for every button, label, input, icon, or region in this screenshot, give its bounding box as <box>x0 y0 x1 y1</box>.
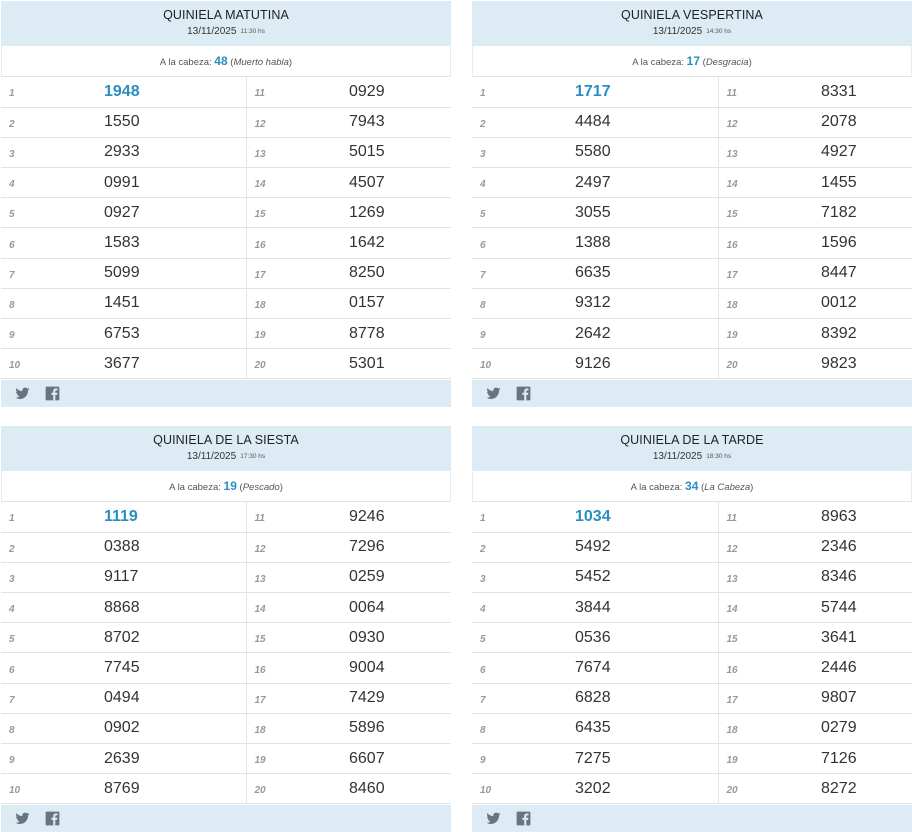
headline-label: A la cabeza: <box>632 57 684 68</box>
drawn-number: 0536 <box>496 623 718 653</box>
panel-footer <box>1 805 451 832</box>
position-label: 2 <box>472 532 496 562</box>
twitter-icon[interactable] <box>486 386 501 401</box>
position-label: 20 <box>246 774 270 804</box>
drawn-number: 7674 <box>496 653 718 683</box>
position-label: 19 <box>718 319 742 349</box>
drawn-number: 5744 <box>742 593 912 623</box>
drawn-number: 0157 <box>270 288 451 318</box>
drawn-number: 8702 <box>25 623 246 653</box>
headline-label: A la cabeza: <box>630 482 683 493</box>
panel-title: QUINIELA DE LA SIESTA <box>153 433 299 447</box>
drawn-number: 0012 <box>742 288 912 318</box>
drawn-number: 6635 <box>496 258 718 288</box>
panel-date <box>472 451 912 463</box>
headline-number: 48 <box>214 54 228 68</box>
drawn-number: 9807 <box>742 683 912 713</box>
drawn-number: 8250 <box>270 258 451 288</box>
position-label: 17 <box>246 258 270 288</box>
panel-title: QUINIELA DE LA TARDE <box>620 433 764 447</box>
drawn-number: 0494 <box>25 683 246 713</box>
drawn-number: 1596 <box>742 228 912 258</box>
drawn-number: 5099 <box>25 258 246 288</box>
position-label: 5 <box>1 198 25 228</box>
position-label: 8 <box>472 713 496 743</box>
position-label: 11 <box>718 77 742 107</box>
position-label: 6 <box>1 653 25 683</box>
table-row <box>472 137 912 167</box>
drawn-number: 3677 <box>25 349 246 379</box>
position-label: 16 <box>718 228 742 258</box>
position-label: 11 <box>246 77 270 107</box>
position-label: 19 <box>246 744 270 774</box>
position-label: 11 <box>718 502 742 532</box>
position-label: 10 <box>472 774 496 804</box>
position-label: 11 <box>246 502 270 532</box>
drawn-number: 0259 <box>270 562 451 592</box>
position-label: 7 <box>1 683 25 713</box>
drawn-number: 7429 <box>270 683 451 713</box>
drawn-number: 2933 <box>25 137 246 167</box>
facebook-icon[interactable] <box>45 811 60 826</box>
drawn-number: 2078 <box>742 107 912 137</box>
drawn-number: 1550 <box>25 107 246 137</box>
position-label: 14 <box>246 593 270 623</box>
headline-number: 19 <box>223 479 237 493</box>
draw-date: 13/11/2025 <box>652 26 703 37</box>
position-label: 15 <box>718 198 742 228</box>
drawn-number: 8778 <box>270 319 451 349</box>
drawn-number: 8346 <box>742 562 912 592</box>
table-row <box>472 349 912 379</box>
position-label: 15 <box>718 623 742 653</box>
headline-meaning: La Cabeza <box>704 482 751 493</box>
position-label: 4 <box>1 593 25 623</box>
table-row <box>472 107 912 137</box>
drawn-number: 7126 <box>742 744 912 774</box>
drawn-number: 2642 <box>496 319 718 349</box>
draw-date: 13/11/2025 <box>187 26 237 37</box>
drawn-number: 8447 <box>742 258 912 288</box>
table-row <box>472 593 912 623</box>
drawn-number: 7182 <box>742 198 912 228</box>
panel-header <box>1 426 451 471</box>
table-row <box>1 744 451 774</box>
drawn-number: 7296 <box>270 532 451 562</box>
drawn-number: 2446 <box>742 653 912 683</box>
drawn-number: 7275 <box>496 744 718 774</box>
drawn-number: 8392 <box>742 319 912 349</box>
position-label: 13 <box>718 562 742 592</box>
table-row <box>1 774 451 804</box>
table-row <box>1 319 451 349</box>
table-row <box>472 653 912 683</box>
position-label: 17 <box>718 258 742 288</box>
drawn-number: 0927 <box>25 198 246 228</box>
drawn-number: 8963 <box>742 502 912 532</box>
facebook-icon[interactable] <box>516 386 531 401</box>
drawn-number: 6753 <box>25 319 246 349</box>
drawn-number: 3844 <box>496 593 718 623</box>
panel-title: QUINIELA VESPERTINA <box>621 8 763 22</box>
results-table <box>472 77 912 379</box>
position-label: 5 <box>1 623 25 653</box>
drawn-number: 6607 <box>270 744 451 774</box>
panel-header <box>472 426 912 471</box>
drawn-number: 3641 <box>742 623 912 653</box>
drawn-number: 1451 <box>25 288 246 318</box>
headline-row: A la cabeza: 48 (Muerto habla) <box>1 46 451 77</box>
position-label: 12 <box>246 532 270 562</box>
panel-date <box>1 451 451 463</box>
results-table <box>1 502 451 804</box>
table-row <box>472 228 912 258</box>
table-row <box>472 319 912 349</box>
position-label: 20 <box>718 774 742 804</box>
facebook-icon[interactable] <box>516 811 531 826</box>
drawn-number: 0929 <box>270 77 451 107</box>
position-label: 15 <box>246 198 270 228</box>
position-label: 13 <box>246 137 270 167</box>
drawn-number: 4484 <box>496 107 718 137</box>
table-row <box>1 683 451 713</box>
table-row <box>1 713 451 743</box>
position-label: 6 <box>1 228 25 258</box>
position-label: 10 <box>1 774 25 804</box>
table-row <box>1 502 451 532</box>
drawn-number: 7943 <box>270 107 451 137</box>
headline-number: 34 <box>685 479 699 493</box>
position-label: 2 <box>1 107 25 137</box>
table-row <box>1 623 451 653</box>
position-label: 6 <box>472 228 496 258</box>
position-label: 18 <box>718 288 742 318</box>
drawn-number: 2639 <box>25 744 246 774</box>
drawn-number: 2346 <box>742 532 912 562</box>
draw-time: 17:30 hs <box>240 453 266 460</box>
headline-label: A la cabeza: <box>169 482 221 493</box>
position-label: 17 <box>718 683 742 713</box>
table-row <box>472 713 912 743</box>
drawn-number: 1455 <box>742 168 912 198</box>
drawn-number: 1717 <box>496 77 718 107</box>
position-label: 4 <box>472 593 496 623</box>
draw-time: 18:30 hs <box>706 453 732 460</box>
position-label: 14 <box>246 168 270 198</box>
position-label: 13 <box>718 137 742 167</box>
position-label: 4 <box>1 168 25 198</box>
position-label: 12 <box>246 107 270 137</box>
table-row <box>472 774 912 804</box>
drawn-number: 4507 <box>270 168 451 198</box>
position-label: 3 <box>472 562 496 592</box>
table-row <box>1 198 451 228</box>
drawn-number: 0991 <box>25 168 246 198</box>
table-row <box>1 228 451 258</box>
quiniela-panel <box>472 1 912 407</box>
position-label: 3 <box>1 562 25 592</box>
table-row <box>472 288 912 318</box>
table-row <box>1 653 451 683</box>
drawn-number: 1388 <box>496 228 718 258</box>
position-label: 7 <box>1 258 25 288</box>
position-label: 16 <box>246 228 270 258</box>
position-label: 10 <box>472 349 496 379</box>
quiniela-panel <box>1 426 451 832</box>
position-label: 19 <box>246 319 270 349</box>
position-label: 6 <box>472 653 496 683</box>
drawn-number: 2497 <box>496 168 718 198</box>
panel-header <box>1 1 451 46</box>
position-label: 12 <box>718 532 742 562</box>
panel-footer <box>472 380 912 407</box>
panel-footer <box>1 380 451 407</box>
headline-number: 17 <box>686 54 700 68</box>
drawn-number: 1034 <box>496 502 718 532</box>
panel-header <box>472 1 912 46</box>
position-label: 20 <box>246 349 270 379</box>
position-label: 3 <box>472 137 496 167</box>
table-row <box>1 258 451 288</box>
position-label: 18 <box>246 713 270 743</box>
position-label: 5 <box>472 623 496 653</box>
drawn-number: 9312 <box>496 288 718 318</box>
panel-title: QUINIELA MATUTINA <box>163 8 289 22</box>
facebook-icon[interactable] <box>45 386 60 401</box>
position-label: 9 <box>1 744 25 774</box>
panel-footer <box>472 805 912 832</box>
drawn-number: 9126 <box>496 349 718 379</box>
position-label: 8 <box>1 713 25 743</box>
table-row <box>472 623 912 653</box>
position-label: 14 <box>718 168 742 198</box>
position-label: 1 <box>1 502 25 532</box>
headline-meaning: Pescado <box>242 482 280 493</box>
table-row <box>1 77 451 107</box>
twitter-icon[interactable] <box>15 811 30 826</box>
draw-time: 11:30 hs <box>240 28 265 35</box>
drawn-number: 9004 <box>270 653 451 683</box>
position-label: 16 <box>718 653 742 683</box>
drawn-number: 7745 <box>25 653 246 683</box>
drawn-number: 3202 <box>496 774 718 804</box>
table-row <box>472 532 912 562</box>
drawn-number: 0930 <box>270 623 451 653</box>
table-row <box>1 593 451 623</box>
twitter-icon[interactable] <box>486 811 501 826</box>
drawn-number: 3055 <box>496 198 718 228</box>
drawn-number: 8868 <box>25 593 246 623</box>
drawn-number: 1642 <box>270 228 451 258</box>
drawn-number: 8460 <box>270 774 451 804</box>
table-row <box>1 349 451 379</box>
drawn-number: 8769 <box>25 774 246 804</box>
position-label: 9 <box>472 744 496 774</box>
headline-meaning: Muerto habla <box>233 57 289 68</box>
quiniela-panel <box>472 426 912 832</box>
table-row <box>1 562 451 592</box>
draw-date: 13/11/2025 <box>186 451 237 462</box>
position-label: 5 <box>472 198 496 228</box>
drawn-number: 5580 <box>496 137 718 167</box>
position-label: 1 <box>472 77 496 107</box>
drawn-number: 8272 <box>742 774 912 804</box>
position-label: 3 <box>1 137 25 167</box>
drawn-number: 1119 <box>25 502 246 532</box>
position-label: 14 <box>718 593 742 623</box>
drawn-number: 6828 <box>496 683 718 713</box>
drawn-number: 1948 <box>25 77 246 107</box>
headline-meaning: Desgracia <box>705 57 749 68</box>
position-label: 1 <box>1 77 25 107</box>
position-label: 16 <box>246 653 270 683</box>
drawn-number: 0064 <box>270 593 451 623</box>
table-row <box>472 77 912 107</box>
position-label: 8 <box>472 288 496 318</box>
position-label: 7 <box>472 683 496 713</box>
drawn-number: 5896 <box>270 713 451 743</box>
results-table <box>472 502 912 804</box>
drawn-number: 0279 <box>742 713 912 743</box>
table-row <box>1 288 451 318</box>
drawn-number: 0388 <box>25 532 246 562</box>
table-row <box>472 744 912 774</box>
table-row <box>1 137 451 167</box>
drawn-number: 8331 <box>742 77 912 107</box>
position-label: 10 <box>1 349 25 379</box>
table-row <box>472 562 912 592</box>
drawn-number: 4927 <box>742 137 912 167</box>
panel-date <box>1 26 451 38</box>
drawn-number: 5301 <box>270 349 451 379</box>
table-row <box>1 532 451 562</box>
position-label: 1 <box>472 502 496 532</box>
position-label: 8 <box>1 288 25 318</box>
drawn-number: 1583 <box>25 228 246 258</box>
drawn-number: 5015 <box>270 137 451 167</box>
headline-row: A la cabeza: 17 (Desgracia) <box>472 46 912 77</box>
results-table <box>1 77 451 379</box>
position-label: 19 <box>718 744 742 774</box>
quiniela-panel <box>1 1 451 407</box>
position-label: 18 <box>246 288 270 318</box>
position-label: 20 <box>718 349 742 379</box>
position-label: 15 <box>246 623 270 653</box>
position-label: 4 <box>472 168 496 198</box>
drawn-number: 5492 <box>496 532 718 562</box>
position-label: 9 <box>472 319 496 349</box>
position-label: 17 <box>246 683 270 713</box>
table-row <box>472 683 912 713</box>
table-row <box>1 168 451 198</box>
table-row <box>1 107 451 137</box>
drawn-number: 1269 <box>270 198 451 228</box>
position-label: 12 <box>718 107 742 137</box>
drawn-number: 5452 <box>496 562 718 592</box>
headline-row: A la cabeza: 19 (Pescado) <box>1 471 451 502</box>
table-row <box>472 198 912 228</box>
position-label: 2 <box>472 107 496 137</box>
drawn-number: 9117 <box>25 562 246 592</box>
table-row <box>472 502 912 532</box>
panel-date <box>472 26 912 38</box>
drawn-number: 9823 <box>742 349 912 379</box>
table-row <box>472 168 912 198</box>
headline-label: A la cabeza: <box>159 57 212 68</box>
drawn-number: 0902 <box>25 713 246 743</box>
table-row <box>472 258 912 288</box>
position-label: 7 <box>472 258 496 288</box>
headline-row: A la cabeza: 34 (La Cabeza) <box>472 471 912 502</box>
twitter-icon[interactable] <box>15 386 30 401</box>
drawn-number: 6435 <box>496 713 718 743</box>
draw-date: 13/11/2025 <box>652 451 703 462</box>
draw-time: 14:30 hs <box>706 28 732 35</box>
drawn-number: 9246 <box>270 502 451 532</box>
position-label: 18 <box>718 713 742 743</box>
position-label: 9 <box>1 319 25 349</box>
position-label: 13 <box>246 562 270 592</box>
position-label: 2 <box>1 532 25 562</box>
